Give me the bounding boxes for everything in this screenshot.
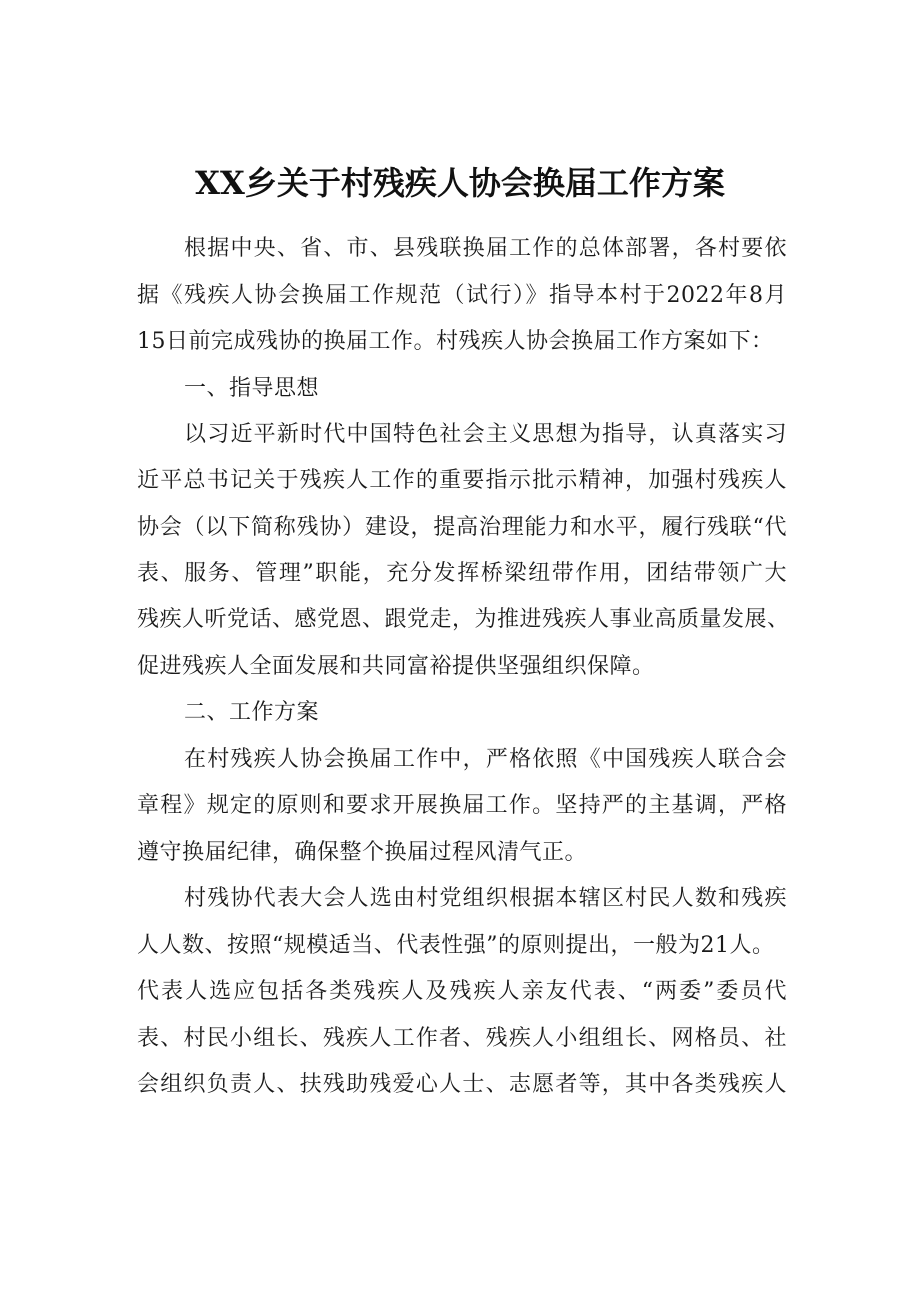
paragraph-line: 代表人选应包括各类残疾人及残疾人亲友代表、“两委”委员代 [137, 979, 787, 1004]
paragraph-line: 据《残疾人协会换届工作规范（试行）》指导本村于2022年8月 [137, 283, 787, 308]
paragraph-line: 以习近平新时代中国特色社会主义思想为指导，认真落实习 [184, 422, 787, 447]
paragraph-line: 近平总书记关于残疾人工作的重要指示批示精神，加强村残疾人 [137, 468, 787, 493]
paragraph-line: 人人数、按照“规模适当、代表性强”的原则提出，一般为21人。 [137, 933, 775, 958]
document-title: XX乡关于村残疾人协会换届工作方案 [195, 164, 725, 202]
paragraph-line: 根据中央、省、市、县残联换届工作的总体部署，各村要依 [184, 236, 787, 261]
paragraph-line: 表、服务、管理”职能，充分发挥桥梁纽带作用，团结带领广大 [137, 561, 787, 586]
section-heading: 一、指导思想 [184, 376, 320, 401]
paragraph-line: 在村残疾人协会换届工作中，严格依照《中国残疾人联合会 [184, 747, 787, 772]
paragraph-line: 协会（以下简称残协）建设，提高治理能力和水平，履行残联“代 [137, 515, 787, 540]
paragraph-line: 村残协代表大会人选由村党组织根据本辖区村民人数和残疾 [184, 886, 787, 911]
section-heading: 二、工作方案 [184, 700, 320, 725]
paragraph-line: 会组织负责人、扶残助残爱心人士、志愿者等，其中各类残疾人 [137, 1072, 787, 1097]
paragraph-line: 残疾人听党话、感党恩、跟党走，为推进残疾人事业高质量发展、 [137, 607, 790, 632]
paragraph-line: 表、村民小组长、残疾人工作者、残疾人小组组长、网格员、社 [137, 1026, 787, 1051]
paragraph-line: 15日前完成残协的换届工作。村残疾人协会换届工作方案如下： [137, 329, 774, 354]
paragraph-line: 促进残疾人全面发展和共同富裕提供坚强组织保障。 [137, 654, 655, 679]
paragraph-line: 章程》规定的原则和要求开展换届工作。坚持严的主基调，严格 [137, 793, 787, 818]
paragraph-line: 遵守换届纪律，确保整个换届过程风清气正。 [137, 840, 588, 865]
